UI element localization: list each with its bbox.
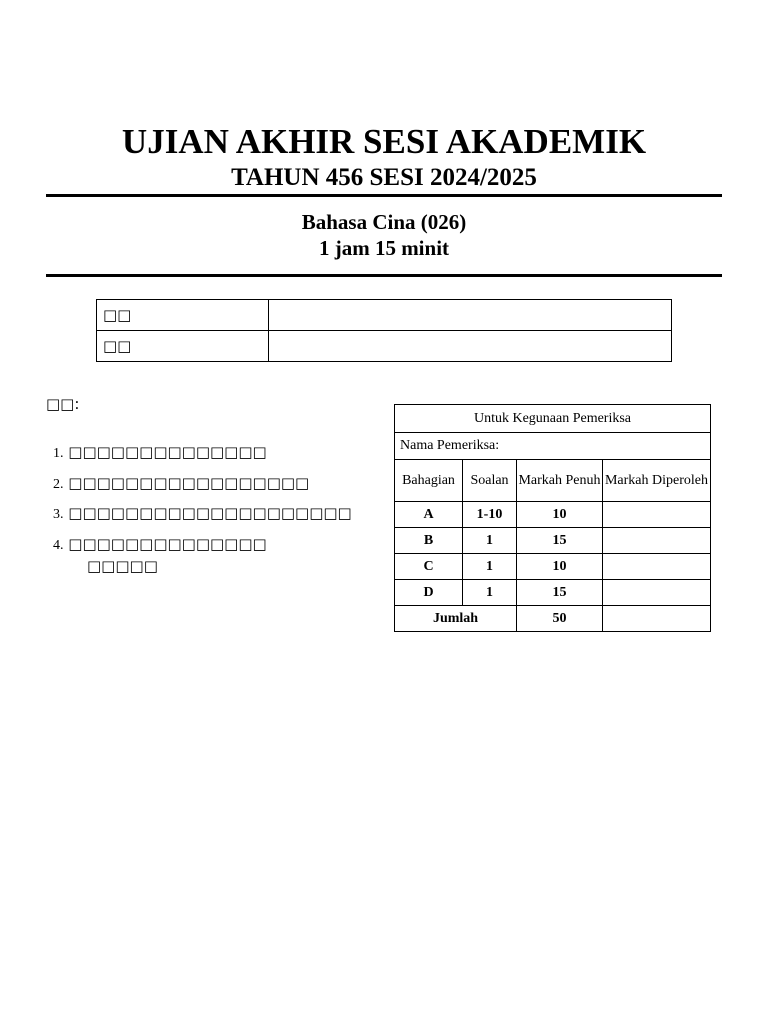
table-row	[395, 580, 711, 606]
cell-soalan: 1	[463, 554, 517, 580]
table-row	[395, 554, 711, 580]
exam-title: UJIAN AKHIR SESI AKADEMIK	[121, 122, 647, 161]
cell-soalan: 1-10	[463, 502, 517, 528]
total-full-marks: 50	[517, 606, 603, 632]
subject-name: Bahasa Cina (026)	[301, 210, 467, 234]
cell-bahagian: D	[395, 580, 463, 606]
cell-bahagian: C	[395, 554, 463, 580]
cell-markah-diperoleh[interactable]	[603, 580, 711, 606]
instruction-number: 1.	[53, 446, 64, 461]
cell-soalan: 1	[463, 580, 517, 606]
cell-markah-penuh: 15	[517, 528, 603, 554]
table-row	[395, 502, 711, 528]
bottom-divider	[46, 274, 722, 277]
instruction-text: □□□□□□□□□□□□□□	[68, 443, 267, 461]
student-info-box	[96, 299, 672, 362]
exam-duration: 1 jam 15 minit	[318, 236, 450, 260]
cell-markah-diperoleh[interactable]	[603, 554, 711, 580]
total-row	[395, 606, 711, 632]
instruction-text: □□□□□□□□□□□□□□□□□□□□	[68, 504, 352, 522]
cell-markah-diperoleh[interactable]	[603, 528, 711, 554]
column-header-markah-diperoleh: Markah Diperoleh	[603, 460, 711, 502]
total-obtained-marks[interactable]	[603, 606, 711, 632]
student-info-row	[97, 300, 672, 331]
instructions-heading: □□:	[46, 395, 80, 413]
instruction-item	[53, 503, 352, 525]
examiner-table-header: Untuk Kegunaan Pemeriksa	[395, 405, 711, 433]
cell-markah-diperoleh[interactable]	[603, 502, 711, 528]
instructions-list	[53, 442, 352, 584]
top-divider	[46, 194, 722, 197]
cell-markah-penuh: 15	[517, 580, 603, 606]
instruction-number: 4.	[53, 537, 64, 553]
instruction-number: 3.	[53, 507, 64, 522]
student-info-label: □□	[97, 300, 269, 331]
student-info-field[interactable]	[269, 300, 672, 331]
examiner-marks-table	[394, 404, 711, 632]
cell-bahagian: B	[395, 528, 463, 554]
examiner-name-field[interactable]: Nama Pemeriksa:	[395, 433, 711, 460]
column-header-soalan: Soalan	[463, 460, 517, 502]
instruction-text: □□□□□□□□□□□□□□	[68, 534, 267, 553]
cell-bahagian: A	[395, 502, 463, 528]
cell-markah-penuh: 10	[517, 554, 603, 580]
instruction-item	[53, 473, 352, 495]
column-header-markah-penuh: Markah Penuh	[517, 460, 603, 502]
student-info-row	[97, 331, 672, 362]
exam-subtitle: TAHUN 456 SESI 2024/2025	[231, 164, 537, 191]
total-label: Jumlah	[395, 606, 517, 632]
student-info-label: □□	[97, 331, 269, 362]
cell-markah-penuh: 10	[517, 502, 603, 528]
instruction-number: 2.	[53, 476, 64, 492]
instruction-continuation: □□□□□	[87, 556, 158, 575]
student-info-field[interactable]	[269, 331, 672, 362]
column-header-bahagian: Bahagian	[395, 460, 463, 502]
instruction-item	[53, 442, 352, 464]
cell-soalan: 1	[463, 528, 517, 554]
instruction-text: □□□□□□□□□□□□□□□□□	[68, 473, 310, 492]
instruction-item	[53, 534, 352, 576]
table-row	[395, 528, 711, 554]
